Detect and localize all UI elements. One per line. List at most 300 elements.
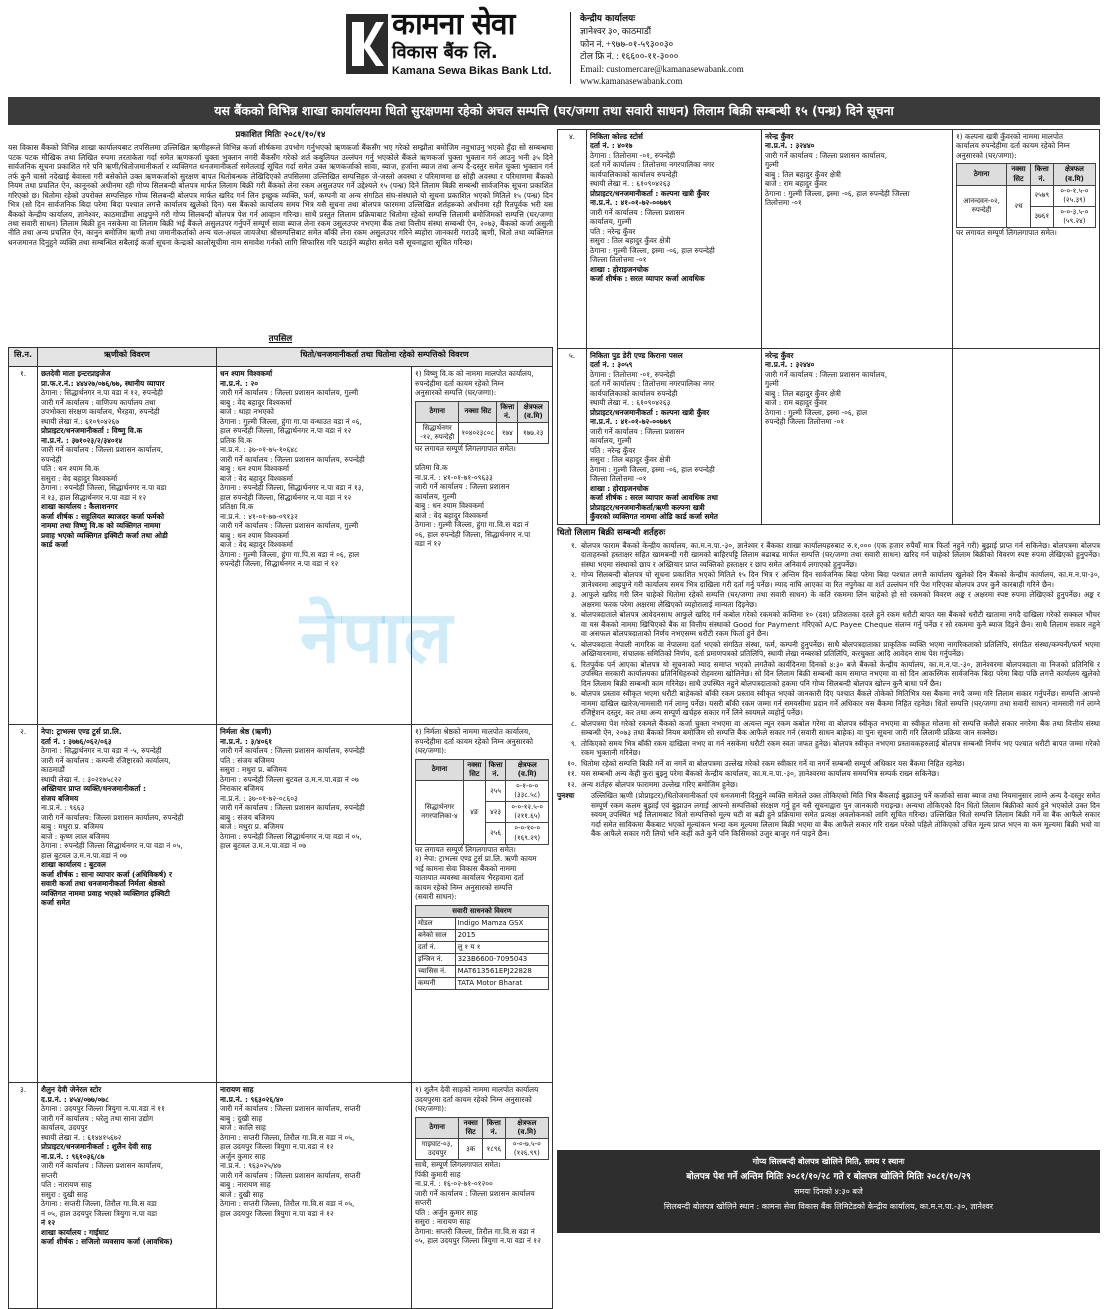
text-line: ठेगाना : गुल्मी जिल्ला, इस्मा -०६, हाल रुपन्देही [590, 245, 715, 255]
text-line: शाखा : होराइजनचोक [590, 483, 649, 493]
vehicle-row [416, 917, 549, 929]
land-kitta: ४२३ [485, 802, 506, 823]
text-line: बाजे : वेद बहादुर विश्वकर्मा [220, 540, 293, 550]
row-sn: १. [9, 367, 38, 725]
text-line: घर लगायत सम्पूर्ण लिगलगापात समेत। [415, 444, 516, 454]
text-line: बाजे : वेद बहादुर विश्वकर्मा [415, 510, 488, 520]
text-line: बाजे : मथुरा प्र. बजिमय [220, 822, 284, 832]
letterhead [0, 0, 1108, 95]
text-line: प्रोप्राइटर/धनजमानीकर्ता/ऋणी कल्पना खत्री [590, 502, 705, 512]
land-header: कित्ता नं. [483, 1117, 506, 1138]
text-line: स्थायी लेखा नं. : ६१०९०४२६३ [590, 398, 671, 408]
text-line: ठेगाना : सप्तरी जिल्ला, तिरौल गा.वि.स वडा नं ०५, [220, 1132, 355, 1142]
vehicle-title: सवारी साधनको विवरण [416, 905, 549, 917]
land-table [415, 401, 549, 444]
condition-number: ८. [570, 718, 577, 728]
text-line: निराकार बजिमय [220, 784, 264, 794]
text-line: ना.प्र.नं. : ३२४४० [765, 360, 815, 370]
col-borrower: ऋणीको विवरण [38, 348, 217, 367]
table-row [9, 1083, 553, 1309]
text-line: पति : नारायण साह [41, 1180, 92, 1190]
condition-text: बोलपत्रदाता नेपाली नागरिक वा नेपालमा दर्ता भएको संगठित संस्था, फर्म, कम्पनी हुनुपर्नेछ। साथै बोलपत्रदाताका प्राकृतिक व्यक्ति भएमा नागरिकताको प्रतिलिपि, संगठित संस्था/कम्पनी/फर्म भएमा अख्तियारनामा, संचालक समितिको निर्णय, दर्ता प्रमाणपत्रको प्रतिलिपि, स्थायी लेखा नम्बरको प्रतिलिपि, करचुक्ता आदि आवेदन साथ पेश गर्नुपर्नेछ। [581, 639, 1100, 659]
row-sn: ५. [558, 349, 587, 525]
vehicle-cell: 2015 [455, 929, 548, 941]
bid-opening-time: समयः दिनको ४:३० बजे [794, 1187, 863, 1197]
text-line: ना.प्र.नं. : ९६१०३६/८७ [41, 1151, 105, 1161]
text-line: कर्जा शीर्षक : सहुलियत ब्याजदर कर्जा फर्मको [41, 511, 165, 521]
text-line: बाजे : थाहा नभएको [220, 407, 274, 417]
row-sn: ३. [9, 1083, 38, 1309]
text-line: यातायात व्यवस्था कार्यालय भैरहवामा दर्ता [415, 873, 524, 883]
text-line: बाजे : कालि साह [220, 1123, 266, 1133]
text-line: ना.प्र.नं. : ९६६३ [41, 803, 85, 813]
text-line: २) नेपा: ट्राभल्स एण्ड टुर्स प्रा.लि. ऋणी कायम [415, 854, 537, 864]
right-column [557, 129, 1100, 838]
brand-subname-nepali: विकास बैंक लि. [392, 42, 498, 63]
text-line: पति : संजय बजिमय [220, 755, 275, 765]
condition-number: २. [570, 570, 577, 580]
text-line: जारी गर्ने कार्यालय : जिल्ला प्रशासन कार्यालय [415, 1188, 535, 1198]
condition-text: यस सम्बन्धी अन्य केही कुरा बुझ्नु परेमा बैंकको केन्द्रीय कार्यालय, का.म.न.पा.-३०, ज्ञानेश्वरमा कार्यालय समयभित्र सम्पर्क राख्न सकिनेछ। [581, 769, 940, 779]
text-line: निर्मला श्रेष्ठ (ऋणी) [220, 727, 272, 737]
bank-logo-icon [346, 14, 388, 74]
text-line [415, 454, 549, 463]
text-line: भई कामना सेवा विकास बैंकको नाममा [415, 863, 517, 873]
text-line: जारी गर्ने कार्यालय : जिल्ला प्रशासन [590, 207, 685, 217]
condition-number: १. [570, 540, 577, 550]
property-table-continued [557, 129, 1100, 525]
text-line: ठेगाना : उदयपुर जिल्ला त्रियुगा न.पा.वडा नं ११ [41, 1104, 165, 1114]
text-line: पति : नरेन्द्र कुँवर [590, 226, 636, 236]
punascha-text: उल्लिखित ऋणी (प्रोप्राइटर)/धितोजमानीकर्ता एवं धनजमानी दिनुहुने व्यक्ति समेतले उक्त तोकिएको मिति भित्र बैंकलाई बुझाउनु पर्ने कर्जाको सावा ब्याज तथा नियमानुसार लाग्ने अन्य दै-दस्तुर समेत सम्पूर्ण रकम कलम बुझाई एवं बुझाउन लगाई आफ्नो सम्पत्तिको संरक्षण गर्नु हुन यसै सूचनाद्वारा पुन जानकारी गराइन्छ। अन्यथा तोकिएको दिन धितो लिलाम बिक्रीको कार्य हुने भएकोले उक्त दिन स्वयम् उपस्थित भई लिलामबाट धितो सम्पत्तिको मूल्य घटी वा बढी हुने प्रक्रियामा समेत प्रत्यक्ष अवलोकनको लागि सूचित गरिन्छ। उल्लिखित धितो सम्पत्ति लिलाम बिक्री गर्ने वा बैंक आफैले सकार गर्दा समेत साविकमा बैंकबाट भएको मूल्यांकन भन्दा कम मूल्यमा लिलाम बिक्री भएमा वा बैंक आफैले सकार गरि राख्न परेको पहिले तोकिएको उचित मूल्य प्राप्त भएन वा कम मूल्यमा बिक्री भयो वा बैंक आफैले सकार गरी लियो भनि कहीं कतै कुनै पनि किसिमको उजुर बाजुर गर्न पाइने छैन। [591, 791, 1100, 838]
text-line: कर्जा समेत [41, 898, 70, 908]
text-line: शाखा कार्यालय : गाईघाट [41, 1227, 109, 1237]
condition-text: तोकिएको समय भित्र बाँकी रकम दाखिला नभए वा गर्न नसकेमा धरौटी रकम स्वतः जफत हुनेछ। बोलपत्र स्वीकृत नभएमा प्रस्तावकहरुलाई बोलपत्र सम्बन्धी निर्णय भए पश्चात धरौटी बापत जम्मा गरेको रकम भुक्तानी गरिनेछ। [581, 738, 1100, 758]
text-line: धन श्याम विश्वकर्मा [220, 369, 273, 379]
text-line: दर्ता गर्ने कार्यालय : तिलोत्तमा नगरपालिका नगर [590, 379, 715, 389]
text-line: ना.प्र.नं. : ४१-०१-७२-००७७९ [590, 198, 672, 208]
vehicle-cell: च्यासिस नं. [416, 966, 456, 978]
text-line: हाल रुपन्देही जिल्ला, सिद्धार्थनगर न.पा वडा नं १२ [220, 492, 352, 502]
text-line: ससुरा : दुखी साह [41, 1189, 88, 1199]
text-line: ठेगाना : सप्तरी जिल्ला, तिरौल गा.वि.स वडा [41, 1199, 157, 1209]
condition-text: रितपूर्वक पर्न आएका बोलपत्र यो सूचनाको म्याद समाप्त भएको लगतैको कार्यदिनमा दिनको ४:३० बजे बैंकको केन्द्रीय कार्यालय, का.म.न.पा.-३०, ज्ञानेश्वरमा बोलपत्रदाता वा निजको प्रतिनिधि र उपस्थित सरकारी कार्यालयका प्रतिनिधिहरुको रोहवरमा खोलिनेछ। सो दिन लिलाम बिक्री सम्बन्धी काम समाप्त नभएमा वा सो दिन आकस्मिक सार्वजनिक बिदा परेमा बिदा पछि लगत्तै कार्यालय खुलेको दिन लिलाम बिक्री सम्बन्धी काम गरिनेछ। साथै उपस्थित नहुने बोलपत्रदाताको हकमा पनि गोप्य सिलबन्दी बोलपत्र खोल्न कुनै बाधा पर्ने छैन। [581, 659, 1100, 688]
text-line: ०६, हाल रुपन्देही जिल्ला, सिद्धार्थनगर न.पा [415, 529, 531, 539]
vehicle-cell: Indigo Mamza GSX [455, 917, 548, 929]
condition-number: ३. [570, 590, 577, 600]
text-line: ठेगाना : गुल्मी जिल्ला, इस्मा -०६, हाल रुपन्देही जिल्ला [765, 188, 910, 198]
text-line: ना.प्र.नं. : ४१-०१-७२-००७७९ [590, 417, 672, 427]
text-line: दर्ता गर्ने कार्यालय : तिलोत्तमा नगरपालिका नगर [590, 160, 715, 170]
text-line: बाबु : धन श्याम विश्वकर्मा [220, 530, 290, 540]
borrower-cell [38, 1083, 217, 1309]
land-header: नक्सा सिट [463, 759, 485, 780]
bid-opening-place: सिलबन्दी बोलपत्र खोलिने स्थान : कामना सेवा विकास बैंक लिमिटेडको केन्द्रीय कार्यालय, का.म.न.पा.-३०, ज्ञानेश्वर [663, 1201, 994, 1211]
condition-number: ६. [570, 659, 577, 669]
text-line: घर लगायत सम्पूर्ण लिगलगापात समेत। [956, 228, 1057, 238]
text-line: शाखा : होराइजनचोक [590, 264, 649, 274]
bid-deadline: बोलपत्र पेश गर्ने अन्तिम मितिः २०८१/१०/२८ गते र बोलपत्र खोलिने मितिः २०८१/१०/२९ [686, 1171, 971, 1182]
text-line: जारी गर्ने कार्यालय : जिल्ला प्रशासन कार्यालय, सप्तरी [220, 1104, 361, 1114]
text-line: नाममा तथा विष्णु वि.क को व्यक्तिगत नाममा [41, 521, 161, 531]
text-line: कर्जा शीर्षक : सरल व्यापार कर्जा आवधिक तथा [590, 493, 718, 503]
text-line: अख्तियार प्राप्त व्यक्ति/धनजमानीकर्ता : [41, 784, 146, 794]
condition-item [557, 640, 1100, 659]
text-line: बाजे : दुखी साह [220, 1189, 264, 1199]
text-line: ठेगाना : गुल्मी जिल्ला, हुंगा गा.वि.स वडा नं [415, 520, 529, 530]
table-row [9, 367, 553, 725]
table-row [9, 725, 553, 1083]
text-line: जिल्ला तिलोत्तमा -०१ [590, 255, 647, 265]
text-line: कर्जा शीर्षक : सरल व्यापार कर्जा आवधिक [590, 274, 705, 284]
text-line: प्रतिक्षा वि.क [220, 502, 254, 512]
text-line: बाजे : राम बहादुर कुँवर [765, 398, 827, 408]
text-line: प्रोप्राइटर/धनजमानीकर्ता : कल्पना खत्री कुँवर [590, 407, 710, 417]
text-line: गुल्मी [765, 379, 779, 389]
text-line: (घर/जग्गा): [415, 1104, 447, 1114]
text-line: ससुरा : तिल बहादुर कुँवर क्षेत्री [590, 236, 671, 246]
text-line: अनुसारको (घर/जग्गा): [956, 150, 1017, 160]
bid-opening-box [557, 1150, 1100, 1233]
vehicle-cell: 323B6600-7095043 [455, 953, 548, 965]
text-line: गुल्मी [765, 160, 779, 170]
land-area: ०-०-७.५-० (१२६.९९) [505, 1139, 548, 1160]
text-line: १) निर्मला श्रेष्ठको नाममा मालपोत कार्यालय, [415, 727, 531, 737]
land-header: ठेगाना [416, 1117, 459, 1138]
text-line: बाबु : तिल बहादुर कुँवर क्षेत्री [765, 169, 841, 179]
land-map-sheet: २ध [1007, 185, 1031, 227]
land-header: नक्सा सिट [459, 401, 497, 422]
text-line: बाबु : नारायण साह [220, 1180, 271, 1190]
property-cell [412, 367, 553, 725]
text-line: ठेगाना : गुल्मी जिल्ला, हुंगा गा.पि.स वडा नं ०६, हाल [220, 549, 360, 559]
text-line: पति : नरेन्द्र कुँवर [590, 445, 636, 455]
text-line: जारी गर्ने कार्यालय : जिल्ला प्रशासन कार्यालय, गुल्मी [220, 521, 359, 531]
land-map-sheet: १०४०२३८०८ [459, 423, 497, 444]
text-line: कायम रहेको निम्न अनुसारको सम्पत्ति [415, 882, 513, 892]
text-line: दर्ता नं. : ४०१७ [590, 141, 633, 151]
text-line: व्यक्तिगत नाममा प्रवाह भएको व्यक्तिगत इक्विटी [41, 888, 170, 898]
text-line: प्रोप्राइटर/धनजमानीकर्ता : विष्णु वि.क [41, 426, 143, 436]
text-line: छतदेवी माता इन्टरप्राइजेज [41, 369, 111, 379]
condition-item [557, 610, 1100, 638]
borrower-cell [38, 725, 217, 1083]
condition-item [557, 769, 1100, 778]
text-line: ना.प्र.नं. : ३७१०२३/२/३४०१४ [41, 435, 123, 445]
text-line: ०५, हाल उदयपुर जिल्ला त्रियुगा न.पा वडा नं १२ [415, 1236, 541, 1246]
tapsil-heading: तपसिल [268, 334, 293, 345]
brand-name-english: Kamana Sewa Bikas Bank Ltd. [392, 65, 552, 77]
guarantor-cell [762, 349, 953, 525]
text-line: कार्यालय, गुल्मी [590, 217, 632, 227]
land-area: ०-०-१.५-० (२५.३९) [1053, 185, 1095, 206]
land-area: ०-१-०-० (३३८.५८) [506, 781, 549, 802]
vehicle-cell: MAT613561EPJ22828 [455, 966, 548, 978]
text-line: उदयपुरमा दर्ता कायम रहेको निम्न अनुसारको [415, 1094, 532, 1104]
condition-item [557, 570, 1100, 589]
text-line: ना.प्र.नं. : ३/४०६१ [220, 736, 273, 746]
land-header: कित्ता नं. [497, 401, 518, 422]
text-line: ना.प्र.नं. : १६-०२-७१-०१२०० [415, 1179, 493, 1189]
text-line: उपभोक्ता संरक्षण कार्यालय, भैरहवा, रुपन्देही [41, 407, 160, 417]
condition-item [557, 541, 1100, 569]
text-line: ना.प्र.नं. : ४१-०१-७७-०९१३२ [220, 511, 298, 521]
land-header: कित्ता नं. [485, 759, 506, 780]
text-line: रुपन्देही [41, 454, 62, 464]
land-area: ०-०-१०-० (१६९.२९) [506, 823, 549, 844]
text-line: ठेगाना: सप्तरी जिल्ला, तिरौल गा.वि.स वडा नं [415, 1226, 535, 1236]
text-line: कार्यालय, गुल्मी [415, 491, 457, 501]
land-place: सिद्धार्थनगर नगरपालिका-४ [416, 781, 464, 845]
land-header: क्षेत्रफल (व.मि) [505, 1117, 548, 1138]
text-line: बाबु : मथुरा प्र. बजिमय [41, 822, 104, 832]
text-line: साथै, सम्पूर्ण लिगलगापात समेत। [415, 1160, 501, 1170]
condition-item [557, 780, 1100, 789]
text-line: वडा नं १२ [415, 539, 442, 549]
vehicle-cell: लु १ य १ [455, 941, 548, 953]
land-kitta: २५६ [485, 823, 506, 844]
text-line: जारी गर्ने कार्यालय : जिल्ला प्रशासन कार्यालय, रुपन्देही [220, 746, 365, 756]
land-row [416, 1139, 549, 1160]
text-line: पिंकी कुमारी साह [415, 1169, 461, 1179]
condition-item [557, 689, 1100, 717]
text-line: ठेगाना : तिलोत्तमा -०१, रुपन्देही [590, 369, 676, 379]
text-line: १) शुलैन देवी साहको नाममा मालपोत कार्यालय [415, 1085, 539, 1095]
punascha [557, 791, 1100, 838]
office-title: केन्द्रीय कार्यालयः [580, 14, 636, 24]
text-line: ठेगाना : सप्तरी जिल्ला, तिरौल गा.वि.स वडा नं ०५, [220, 1199, 355, 1209]
text-line: जारी गर्ने कार्यालय : वाणिज्य कार्यालय तथा [41, 397, 156, 407]
text-line: नेपा: ट्राभल्स एण्ड टुर्स प्रा.लि. [41, 727, 122, 737]
text-line: १) विष्णु वि.क को नाममा मालपोत कार्यालय, [415, 369, 534, 379]
table-row [558, 349, 1100, 525]
land-map-sheet: ३क [459, 1139, 483, 1160]
text-line: जारी गर्ने कार्यालय : जिल्ला प्रशासन कार्यालय, रुपन्देही [220, 454, 365, 464]
land-kitta: ३७६१ [1030, 206, 1053, 227]
text-line: सप्तरी [41, 1170, 58, 1180]
text-line: रुपन्देही जिल्ला तिलोत्तमा -०१ [765, 417, 845, 427]
text-line: ना.प्र.नं. : ४१-०१-७१-०९६३३ [415, 472, 493, 482]
vehicle-cell: मोडल [416, 917, 456, 929]
vehicle-row [416, 953, 549, 965]
intro-paragraph: यस विकास बैंकको विभिन्न शाखा कार्यालयबाट तपसिलमा उल्लिखित ऋणीहरूले विभिन्न कर्जा शीर्षकमा उपभोग गर्नुभएको ऋणकर्जा बैंकसँग भए गरेको सम्झौता बमोजिम नवुभाउनु भएको हुँदा सो सम्बन्धमा पटक पटक मौखिक तथा लिखित रुपमा तरताकेता गर्दा समेत ऋणकर्जा चुक्ता भुक्तान नगरी बैंकसँग गरेको शर्त कबुलियत उल्लंघन गर्नु भएकोले बैंकले ऋणकर्जा चुक्ता भुक्तान गर्न आउनु भनी ३५ दिने सार्वजनिक सूचना प्रकाशित गरे पनि ऋणी/धितोजमानीकर्ता र व्यक्तिगत धनजमानीकर्ता समेतलाई सूचित गर्दा समेत उक्त ऋणकर्जाको सावा, ब्याज, हर्जाना ब्याज तथा अन्य दै-दस्तुर समेत चुक्ता भुक्तान गर्न तर्फ कुनै चासो नदेखाई बेवास्ता गरी बसेकोले उक्त ऋणकर्जाको सुरक्षण बापत धितोबन्धक लेखिदिएको तपसिलमा उल्लिखित सम्पत्तिहरु जे-जस्तो अवस्था र परिमाणमा छ सोही अवस्था र परिमाणमा बैंकको नियम तथा प्रचलित ऐन, कानूनको अधीनमा रही गोप्य सिलबन्दी बोलपत्र मार्फत लिलाम बिक्री गरी बैंकको लेना रकम असुलउपर गर्ने उद्देश्यले १५ (पन्ध्र) दिने लिलाम बिक्री सम्बन्धी सार्वजनिक सूचना प्रकाशित गरिएको छ। धितोमा रहेको उपरोक्त सम्पत्तिहरु गोप्य सिलबन्दी बोलपत्र मार्फत खरिद गर्न लिन इच्छुक व्यक्ति, फर्म, कम्पनी वा अन्य संगठित संघ-संस्थाले यो सूचना प्रकाशित भएको मितिले १५ (पन्ध्र) दिन भित्र (सो दिन सार्वजनिक बिदा परेमा बिदा पश्चात लगत्तै कार्यालय खुलेको दिन) यस बैंकको कार्यालय समय भित्र यसै सूचना तथा बोलपत्र फारममा उल्लिखित शर्तहरूको अधीनमा रही रितपूर्वक भरी यस बैंकको केन्द्रीय कार्यालय, ज्ञानेश्वर, काठमाडौंमा आइपुग्ने गरी गोप्य सिलबन्दी बोलपत्र पेश गर्न आव्हान गरिन्छ। साथै प्रस्तुत लिलाम प्रक्रियाबाट धितोमा रहेको सम्पत्ति लिलामी बमोजिमको सम्पत्ति (घर/जग्गा तथा सवारी साधन) लिलाम बिक्री हुन नसकेमा वा लिलाम बिक्री भई बैंकले असुलउपर गर्नुपर्ने सम्पूर्ण सावा ब्याज लेना रकम उसुलउपर नभएमा बैंक तथा वित्तीय संस्था सम्बन्धी ऐन, २०७३, बैंकको कर्जा असुली नीति तथा अन्य प्रचलित ऐन, कानुन बमोजिम ऋणी तथा जमानीकर्ताको अन्य चल-अचल जायजेथा श्रीसम्पत्तिबाट समेत बाँकी लेना रकम असुलउपर गरिने ब्यहोरा जानकारी गराउदै ऋणी, धितो तथा व्यक्तिगत धनजमानत दिनुहुने व्यक्ति तथा सम्बन्धित सबैलाई कर्जा सूचना केन्द्रको कालोसूचीमा नाम समावेश गर्नको लागि सिफारिस गरि पठाईने ब्यहोरा समेत यसै सूचनाद्वारा सूचित गरिन्छ। [8, 143, 553, 247]
land-row [957, 185, 1096, 206]
condition-text: अन्य शर्तहरु बोलपत्र फाराममा उल्लेख गरिए बमोजिम हुनेछ। [581, 779, 738, 789]
text-line: ठेगाना : सिद्धार्थनगर न.पा वडा नं -५, रुपन्देही [41, 746, 162, 756]
text-line: कर्जा शीर्षक : साना व्यापार कर्जा (अधिविकर्ष) र [41, 869, 172, 879]
condition-item [557, 739, 1100, 758]
text-line: जारी गर्ने कार्यालय : जिल्ला प्रशासन कार्यालय, [765, 150, 888, 160]
land-table [415, 759, 549, 845]
text-line: जारी गर्ने कार्यालय : जिल्ला प्रशासन कार्यालय, [765, 369, 888, 379]
text-line: तिलोत्तमा -०१ [765, 198, 802, 208]
office-email: Email: customercare@kamanasewabank.com [580, 63, 744, 74]
condition-text: बोलपत्र प्रस्ताव स्वीकृत भएमा धरौटी बाहेकको बाँकी रकम प्रस्ताव स्वीकृत भएको जानकारी दिए पश्चात बैंकले तोकेको मितिभित्र यस बैंकमा नगदै जम्मा गरि लिलाम सकार गर्नुपर्नेछ। सम्पत्ति आफ्नो नाममा दाखिल खारेज/नामसारी गर्न लाग्नु पर्नेछ। यसरी बाँकी रकम जम्मा गर्न समयसीमा प्रदान गर्ने अधिकार यस बैंकमा निहित रहनेछ। धितो सम्पत्ति (घर/जग्गा तथा सवारी साधन) नामसारी गर्न लाग्ने रजिष्ट्रेशन दस्तुर, कर तथा अन्य सम्पूर्ण खर्चहरु सकार गर्ने लिने स्वयमले व्यहोर्नु पर्नेछ। [581, 689, 1100, 718]
land-kitta: २५५ [485, 781, 506, 802]
text-line: शाखा कार्यालय : बुटवल [41, 860, 106, 870]
text-line: जारी गर्ने कार्यालय : जिल्ला प्रशासन [590, 426, 685, 436]
condition-item [557, 759, 1100, 768]
land-table [956, 163, 1096, 228]
col-sn: सि.न. [9, 348, 38, 367]
land-kitta: २५७९ [1030, 185, 1053, 206]
vehicle-row [416, 966, 549, 978]
text-line: ना.प्र.नं. : ३२४४० [765, 141, 815, 151]
punascha-label: पुनश्चः [557, 791, 575, 801]
text-line: १) कल्पना खत्री कुँवरको नाममा मालपोत [956, 132, 1064, 141]
text-line: रुपन्देहीमा दर्ता कायम रहेको निम्न [415, 378, 504, 388]
text-line: ठेगाना : गुल्मी जिल्ला, इस्मा -०६, हाल रुपन्देही [590, 464, 715, 474]
text-line: प्रतिक वि.क [220, 435, 252, 445]
text-line: ना.प्र.नं. : २० [220, 378, 259, 388]
text-line: बाजे : कृष्ण लाल बजिमय [41, 831, 110, 841]
text-line: बाबु : वेद बहादुर विश्वकर्मा [220, 397, 292, 407]
text-line: जारी गर्ने कार्यालय : जिल्ला प्रशासन [415, 482, 510, 492]
text-line: प्रोप्राइटर/धनजमानीकर्ता : कल्पना खत्री कुँवर [590, 188, 710, 198]
text-line: कार्यालय, गुल्मी [590, 436, 632, 446]
text-line: ठेगाना : रुपन्देही जिल्ला, सिद्धार्थनगर न.पा वडा [41, 483, 167, 493]
text-line: बाजे : राम बहादुर कुँवर [765, 179, 827, 189]
text-line: ठेगाना : रुपन्देही जिल्ला सिद्धार्थनगर न.पा वडा नं ०५, [41, 841, 183, 851]
text-line: कार्यपालिकाको कार्यालय रुपन्देही [590, 388, 678, 398]
condition-text: आफुले खरिद गरी लिन चाहेको धितोमा रहेको सम्पत्ति (घर/जग्गा तथा सवारी साधन) के कति रकममा लिन चाहेको हो सो रकमको विवरण अङ्क र अक्षरमा स्पष्ट रुपमा लेखिएको हुनुपर्नेछ। अङ्क र अक्षरमा फरक परेमा अक्षरमा लेखिएको व्यहोरालाई मान्यता दिइनेछ। [581, 590, 1100, 609]
text-line: ठेगाना : गुल्मी जिल्ला, इस्मा -०६, हाल [765, 407, 868, 417]
land-area: ०-०-१२.५-० (२११.६५) [506, 802, 549, 823]
guarantor-cell [217, 1083, 412, 1309]
text-line: प्रतिमा वि.क [415, 463, 448, 473]
brand-name-nepali: कामना सेवा [392, 7, 515, 42]
text-line: नं ०५, हाल उदयपुर जिल्ला त्रियुगा न.पा वडा [41, 1208, 157, 1218]
row-sn: ४. [558, 130, 587, 349]
vehicle-table [415, 905, 549, 991]
text-line: रुपन्देही जिल्ला, सिद्धार्थनगर न.पा वडा नं १२ [220, 559, 339, 569]
text-line: नारायण साह [220, 1085, 254, 1095]
conditions-list [557, 541, 1100, 789]
condition-text: धितोमा रहेको सम्पत्ति बिक्री गर्ने वा नगर्ने वा बोलपत्रमा उल्लेख गरेको रकम स्वीकार गर्ने वा नगर्ने सम्बन्धी सम्पूर्ण अधिकार यस बैंकमा निहित रहनेछ। [581, 758, 965, 768]
text-line: बाजे : वेद बहादुर विश्वकर्मा [220, 473, 293, 483]
borrower-cell [587, 349, 762, 525]
text-line: ठेगाना : तिलोत्तमा -०१, रुपन्देही [590, 150, 676, 160]
text-line: नं १३, हाल सिद्धार्थनगर न.पा वडा नं १२ [41, 492, 147, 502]
text-line: ससुरा : तिल बहादुर कुँवर क्षेत्री [590, 455, 671, 465]
text-line: जारी गर्ने कार्यालय : जिल्ला प्रशासन कार्यालय, गुल्मी [220, 388, 359, 398]
text-line: सप्तरी [415, 1198, 432, 1208]
text-line: जारी गर्ने कार्यालय : कम्पनी रजिष्ट्रारको कार्यालय, [41, 755, 171, 765]
text-line: स्थायी लेखा नं.: ६१०९०४२६७ [41, 416, 120, 426]
guarantor-cell [217, 725, 412, 1083]
text-line: (सवारी साधन): [415, 892, 457, 902]
text-line: प्रा.फ.र.नं.: ४४४२७/०७६/७७, स्थानीय व्यापार [41, 378, 165, 388]
condition-item [557, 590, 1100, 609]
text-line: हाल बुटवल उ.म.न.पा.वडा नं ०७ [220, 841, 307, 851]
header-divider [570, 12, 571, 84]
text-line: ठेगाना : सिद्धार्थनगर न.पा वडा नं १२, रुपन्देही [41, 388, 163, 398]
text-line: हाल रुपन्देही जिल्ला, सिद्धार्थनगर न.पा वडा नं १२ [220, 426, 352, 436]
table-row [558, 130, 1100, 349]
text-line: पति : अर्जुन कुमार साह [415, 1207, 478, 1217]
text-line: बाबु : दुखी साह [220, 1113, 263, 1123]
borrower-cell [38, 367, 217, 725]
text-line: स्थायी लेखा नं. : ६१४४१५६७२ [41, 1132, 122, 1142]
text-line: जारी गर्ने कार्यालय : जिल्ला प्रशासन कार्यालय, [41, 445, 164, 455]
guarantor-cell [762, 130, 953, 349]
vehicle-cell: कम्पनी [416, 978, 456, 990]
land-header: नक्सा सिट [459, 1117, 483, 1138]
condition-text: बोलपत्रदाताले बोलपत्र आवेदनसाथ आफुले खरिद गर्न कबोल गरेको रकमको कम्तिमा १० (दश) प्रतिशतका दरले हुने रकम धरौटी बापत यस बैंकको धरौटी खातामा नगदै दाखिला गरेको सक्कल भौचर वा यस बैंकको नाममा खिचिएको बैंक वा वित्तीय संस्थाको Good for Payment गरिएको A/C Payee Cheque संलग्न गर्नु पर्नेछ र सो रकममा कुनै ब्याज दिइने छैन। साथै लिलाम सकार नहुने वा असफल बोलपत्रदाताको निर्णय नभएसम्म धरौटी रकम फिर्ता हुने छैन। [581, 610, 1100, 639]
text-line: अर्जुन कुमार साह [220, 1151, 266, 1161]
text-line: काठमाडौं [41, 765, 65, 775]
land-header: नक्सा सिट [1007, 164, 1031, 185]
land-area: १७७.२३ [518, 423, 549, 444]
text-line: नरेन्द्र कुँवर [765, 351, 794, 360]
notice-title: यस बैंकको विभिन्न शाखा कार्यालयमा धितो सुरक्षणमा रहेको अचल सम्पत्ति (घर/जग्गा तथा सवारी साधन) लिलाम बिक्री सम्बन्धी १५ (पन्ध्र) दिने सूचना [8, 97, 1100, 125]
text-line: जारी गर्ने कार्यालय : जिल्ला प्रशासन कार्यालय, [41, 1161, 164, 1171]
office-phone: फोन नं. +९७७-०१-५९३००३० [580, 38, 674, 49]
conditions-title: धितो लिलाम बिक्री सम्बन्धी शर्तहरुः [557, 527, 666, 538]
text-line: ससुरा : मथुरा प्र. बजिमय [220, 765, 287, 775]
text-line: ठेगाना : रुपन्देही जिल्ला, सिद्धार्थनगर न.पा वडा नं १३, [220, 483, 364, 493]
text-line: स्थायी लेखा नं. : ६१०९०४२६३ [590, 179, 671, 189]
text-line: बाबु : धन श्याम विश्वकर्मा [220, 464, 290, 474]
land-header: कित्ता नं. [1030, 164, 1053, 185]
text-line: हाल बुटवल उ.म.न.पा.वडा नं ०७ [41, 850, 128, 860]
text-line: कुँवरको व्यक्तिगत नाममा ओडि कार्ड कर्जा समेत [590, 512, 718, 522]
condition-text: बोलपत्रमा पेश गरेको रकमले बैंकको कर्जा चुक्ता नभएमा वा अत्यन्त न्यून रकम कबोल गरेमा वा बोलपत्र स्वीकृत नभएमा वा स्वीकृत मोलमा सो सम्पत्ति कसैले सकार नगरेमा बैंक तथा वित्तीय संस्था सम्बन्धी ऐन, २०७३ तथा बैंकको नियम बमोजिम सो सम्पत्ति बैंक आफैले सकार गर्न (सवारी साधन बाहेक) वा पुनः सूचना जारी गरि लिलामी प्रक्रिया जान सक्नेछ। [581, 718, 1100, 738]
text-line: (घर/जग्गा): [415, 746, 447, 756]
land-table [415, 1117, 549, 1160]
text-line: जारी गर्ने कार्यालय: जिल्ला प्रशासन कार्यालय, रुपन्देही [41, 812, 184, 822]
vehicle-row [416, 978, 549, 990]
vehicle-row [416, 929, 549, 941]
borrower-cell [587, 130, 762, 349]
condition-number: १०. [567, 758, 577, 768]
vehicle-cell: इन्जिन नं. [416, 953, 456, 965]
land-header: ठेगाना [957, 164, 1007, 185]
text-line: कार्यपालिकाको कार्यालय रुपन्देही [590, 169, 678, 179]
property-cell [412, 1083, 553, 1309]
text-line: नं १२ [41, 1218, 56, 1228]
condition-text: गोप्य सिलबन्दी बोलपत्र यो सूचना प्रकाशित भएको मितिले १५ दिन भित्र र अन्तिम दिन सार्वजनिक बिदा परेमा बिदा पश्चात लगत्तै कार्यालय खुलेको दिन बैंकको केन्द्रीय कार्यालय, का.म.न.पा-३०, ज्ञानेश्वरमा आइपुग्ने गरी कार्यालय समय भित्र दाखिला गरी दर्ता गर्नु पर्नेछ। म्याद नाघि आएका वा रित नपुगेका वा शर्त उल्लंघन गरि पेश गरिएका बोलपत्र उपर कुनै कारबाही गरिने छैन। [581, 570, 1100, 589]
land-row [416, 781, 549, 802]
text-line: ना.प्र.नं. : ९६३०२६/४० [220, 1094, 284, 1104]
text-line: निकिता कोल्ड स्टोर्स [590, 132, 643, 141]
text-line: दर्ता नं. : ३०५९ [590, 360, 633, 370]
land-area: ०-०-३.५-० (५९.२४) [1053, 206, 1095, 227]
text-line: शैलुन देवी जेनेरल स्टोर [41, 1085, 102, 1095]
land-header: क्षेत्रफल (व.मि) [1053, 164, 1095, 185]
land-header: क्षेत्रफल (व.मि) [506, 759, 549, 780]
bid-opening-title: गोप्य सिलबन्दी बोलपत्र खोलिने मिति, समय र स्थानः [752, 1157, 905, 1166]
text-line: बाबु : धन श्याम विश्वकर्मा [415, 501, 485, 511]
land-map-sheet: ४ङ [463, 781, 485, 845]
text-line: ससुरा : नारायण साह [415, 1217, 471, 1227]
watermark: नेपाल [300, 595, 455, 679]
text-line: ना.प्र.नं. : ३७-०१-७२-०८६०३ [220, 793, 298, 803]
text-line: हाल उदयपुर जिल्ला त्रियुगा न.पा वडा नं १२ [220, 1208, 334, 1218]
land-place: गाइघाट-०३, उदयपुर [416, 1139, 459, 1160]
text-line: जिल्ला तिलोत्तमा -०१ [590, 474, 647, 484]
condition-number: ४. [570, 610, 577, 620]
text-line: ठेगाना : रुपन्देही जिल्ला सिद्धार्थनगर न.पा वडा नं ०५, [220, 831, 362, 841]
text-line: ना.प्र.नं. : ३७-०१-७५-१०६४८ [220, 445, 298, 455]
land-header: क्षेत्रफल (व.मि) [518, 401, 549, 422]
land-place: आनन्दवन-०२, रुपन्देही [957, 185, 1007, 227]
text-line: ना.प्र.नं. : ९६३०२५/४७ [220, 1161, 282, 1171]
text-line: जारी गर्ने कार्यालय : जिल्ला प्रशासन कार्यालय, सप्तरी [220, 1170, 361, 1180]
text-line: संजय बजिमय [41, 793, 79, 803]
text-line: हाल उदयपुर जिल्ला त्रियुगा न.पा.वडा नं १२ [220, 1142, 334, 1152]
text-line: द.प्र.नं. : ४५४/०७७/०७८ [41, 1094, 109, 1104]
